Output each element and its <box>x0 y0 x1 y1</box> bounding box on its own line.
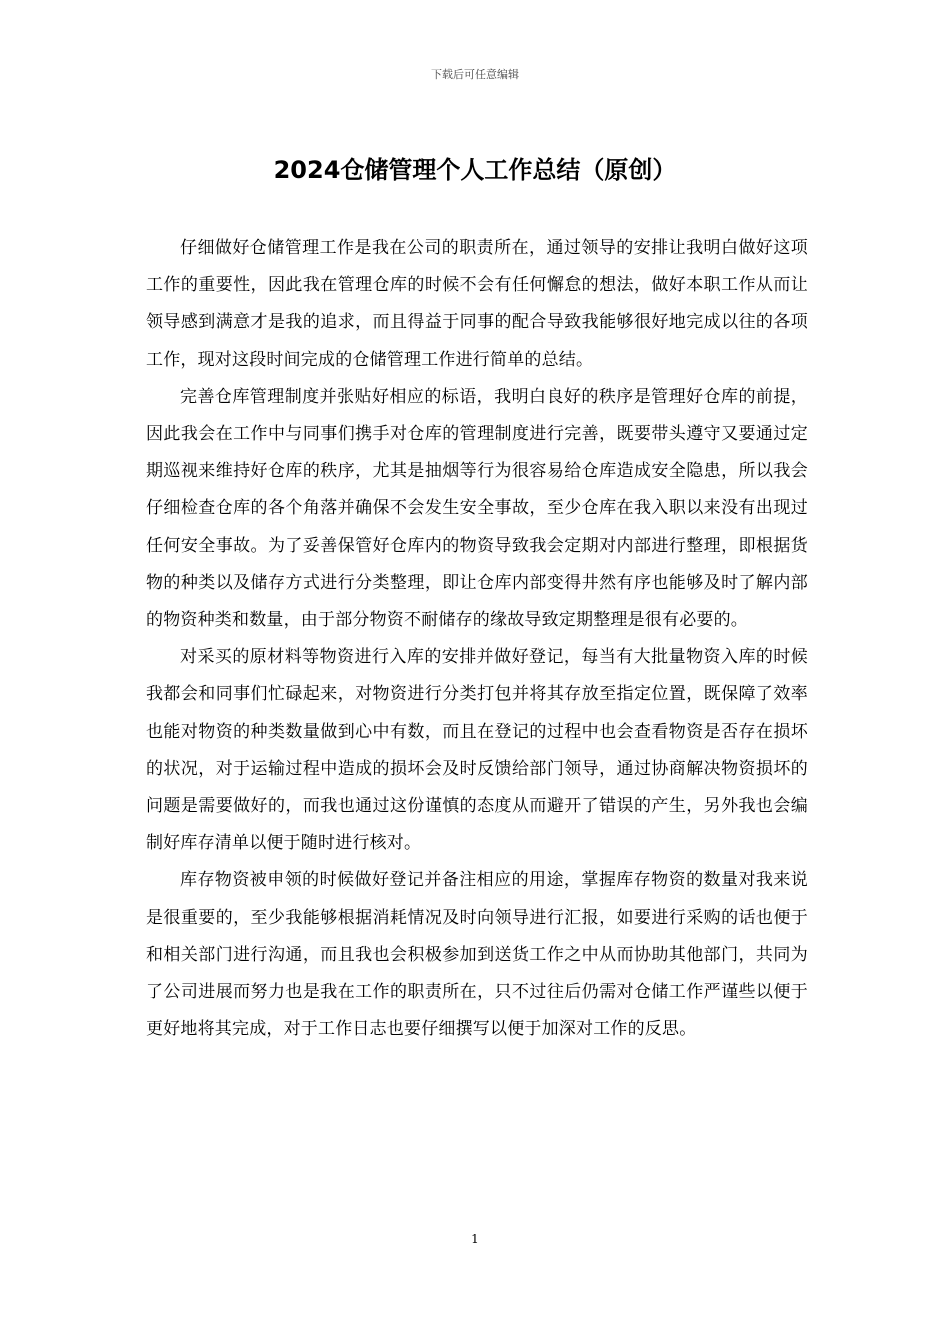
header-note: 下载后可任意编辑 <box>431 68 519 81</box>
page-number: 1 <box>471 1232 479 1246</box>
paragraph-1: 仔细做好仓储管理工作是我在公司的职责所在，通过领导的安排让我明白做好这项工作的重要性，因此我在管理仓库的时候不会有任何懈怠的想法，做好本职工作从而让领导感到满意才是我的追求，而且得益于同事的配合导致我能够很好地完成以往的各项工作，现对这段时间完成的仓储管理工作进行简单的总结。 <box>146 238 808 370</box>
paragraph-2: 完善仓库管理制度并张贴好相应的标语，我明白良好的秩序是管理好仓库的前提，因此我会在工作中与同事们携手对仓库的管理制度进行完善，既要带头遵守又要通过定期巡视来维持好仓库的秩序，尤其是抽烟等行为很容易给仓库造成安全隐患，所以我会仔细检查仓库的各个角落并确保不会发生安全事故，至少仓库在我入职以来没有出现过任何安全事故。为了妥善保管好仓库内的物资导致我会定期对内部进行整理，即根据货物的种类以及储存方式进行分类整理，即让仓库内部变得井然有序也能够及时了解内部的物资种类和数量，由于部分物资不耐储存的缘故导致定期整理是很有必要的。 <box>146 386 808 631</box>
paragraph-3: 对采买的原材料等物资进行入库的安排并做好登记，每当有大批量物资入库的时候我都会和同事们忙碌起来，对物资进行分类打包并将其存放至指定位置，既保障了效率也能对物资的种类数量做到心中有数，而且在登记的过程中也会查看物资是否存在损坏的状况，对于运输过程中造成的损坏会及时反馈给部门领导，通过协商解决物资损坏的问题是需要做好的，而我也通过这份谨慎的态度从而避开了错误的产生，另外我也会编制好库存清单以便于随时进行核对。 <box>146 647 808 854</box>
document-title: 2024仓储管理个人工作总结（原创） <box>273 156 677 184</box>
document-body <box>146 230 808 1048</box>
paragraph-4: 库存物资被申领的时候做好登记并备注相应的用途，掌握库存物资的数量对我来说是很重要的，至少我能够根据消耗情况及时向领导进行汇报，如要进行采购的话也便于和相关部门进行沟通，而且我也会积极参加到送货工作之中从而协助其他部门，共同为了公司进展而努力也是我在工作的职责所在，只不过往后仍需对仓储工作严谨些以便于更好地将其完成，对于工作日志也要仔细撰写以便于加深对工作的反思。 <box>146 870 808 1040</box>
